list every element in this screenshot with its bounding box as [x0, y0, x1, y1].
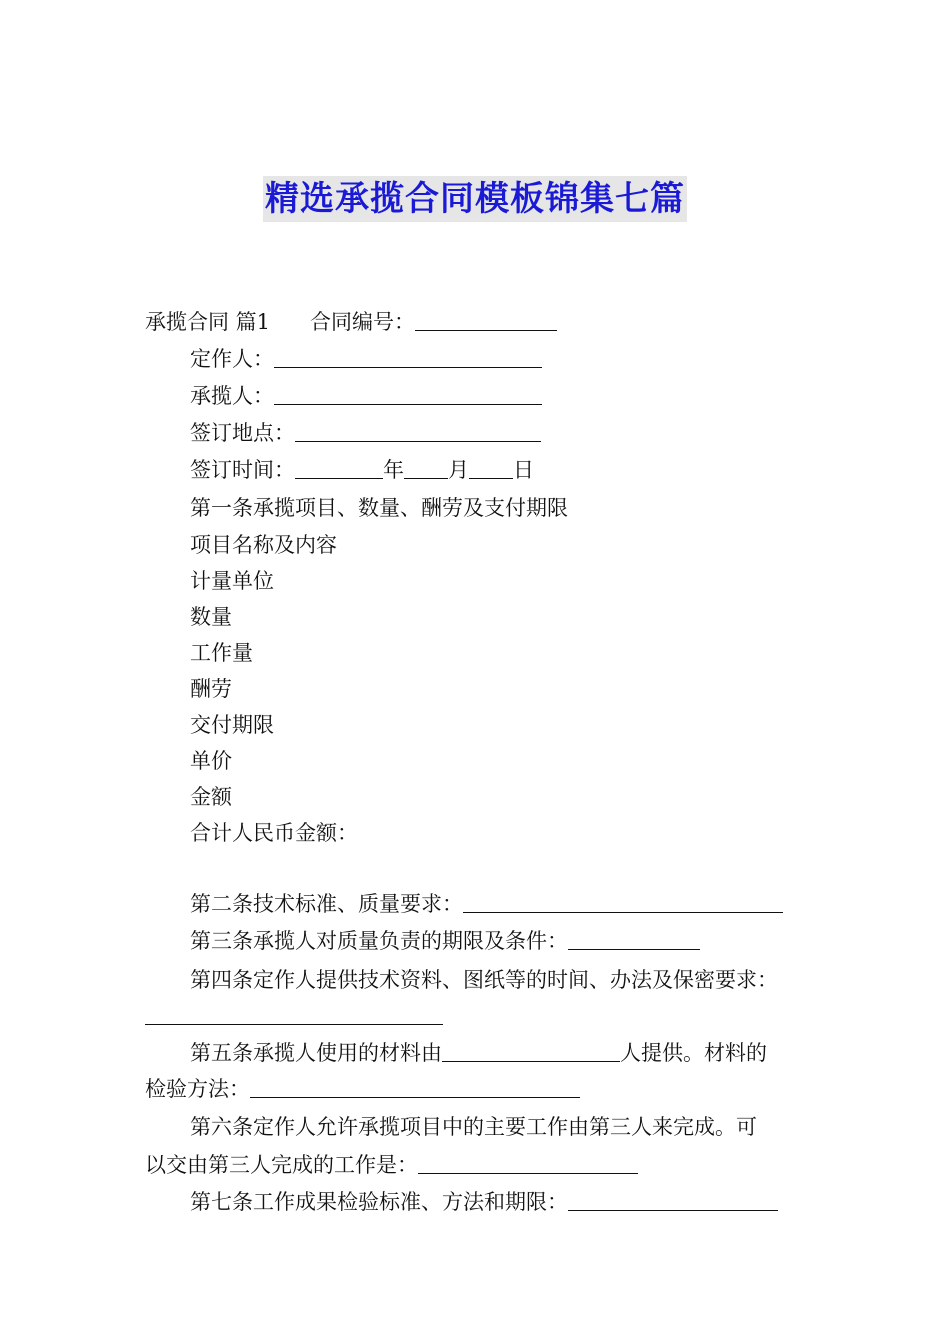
article7-text: 第七条工作成果检验标准、方法和期限：	[190, 1190, 568, 1214]
article2-line	[190, 889, 783, 919]
article1-item: 金额	[190, 785, 232, 809]
sign-time-label: 签订时间：	[190, 458, 295, 482]
article5-line2	[145, 1074, 580, 1104]
article5-part3: 检验方法：	[145, 1077, 250, 1101]
document-title: 精选承揽合同模板锦集七篇	[263, 176, 687, 222]
orderer-line	[190, 344, 542, 374]
article4-blank	[145, 1002, 443, 1025]
article5-supplier-blank	[442, 1039, 620, 1062]
contract-header-line	[145, 307, 557, 337]
sign-place-label: 签订地点：	[190, 421, 295, 445]
article4-text: 第四条定作人提供技术资料、图纸等的时间、办法及保密要求：	[190, 968, 778, 992]
month-label: 月	[448, 458, 469, 482]
sign-place-blank	[295, 419, 541, 442]
contractor-line	[190, 381, 542, 411]
sign-place-line	[190, 418, 541, 448]
article6-line2	[145, 1150, 638, 1180]
article1-item: 交付期限	[190, 713, 274, 737]
year-label: 年	[383, 458, 404, 482]
article5-part2: 人提供。材料的	[620, 1041, 767, 1065]
sign-time-line	[190, 455, 534, 485]
title-container	[0, 176, 950, 222]
article1-item: 数量	[190, 605, 232, 629]
article6-text: 以交由第三人完成的工作是：	[145, 1153, 418, 1177]
article1-item: 项目名称及内容	[190, 533, 337, 557]
contractor-label: 承揽人：	[190, 384, 274, 408]
article3-blank	[568, 927, 700, 950]
article1-item: 合计人民币金额：	[190, 821, 358, 845]
article1-item: 工作量	[190, 641, 253, 665]
orderer-blank	[274, 345, 542, 368]
article5-method-blank	[250, 1075, 580, 1098]
section-heading: 承揽合同 篇1	[145, 310, 271, 334]
article5-part1: 第五条承揽人使用的材料由	[190, 1041, 442, 1065]
day-label: 日	[513, 458, 534, 482]
article5-line1	[190, 1038, 767, 1068]
article2-text: 第二条技术标准、质量要求：	[190, 892, 463, 916]
article3-line	[190, 926, 700, 956]
article2-blank	[463, 890, 783, 913]
orderer-label: 定作人：	[190, 347, 274, 371]
article1-item: 酬劳	[190, 677, 232, 701]
article4-line2	[145, 1001, 443, 1031]
article6-line1: 第六条定作人允许承揽项目中的主要工作由第三人来完成。可	[190, 1115, 757, 1139]
contractor-blank	[274, 382, 542, 405]
year-blank	[295, 456, 383, 479]
contract-no-label: 合同编号：	[310, 310, 416, 334]
article3-text: 第三条承揽人对质量负责的期限及条件：	[190, 929, 568, 953]
month-blank	[404, 456, 448, 479]
article1-item: 单价	[190, 749, 232, 773]
article7-blank	[568, 1188, 778, 1211]
article1-item: 计量单位	[190, 569, 274, 593]
article6-blank	[418, 1151, 638, 1174]
day-blank	[469, 456, 513, 479]
contract-no-blank	[415, 308, 557, 331]
article1-heading: 第一条承揽项目、数量、酬劳及支付期限	[190, 496, 568, 520]
article7-line	[190, 1187, 778, 1217]
